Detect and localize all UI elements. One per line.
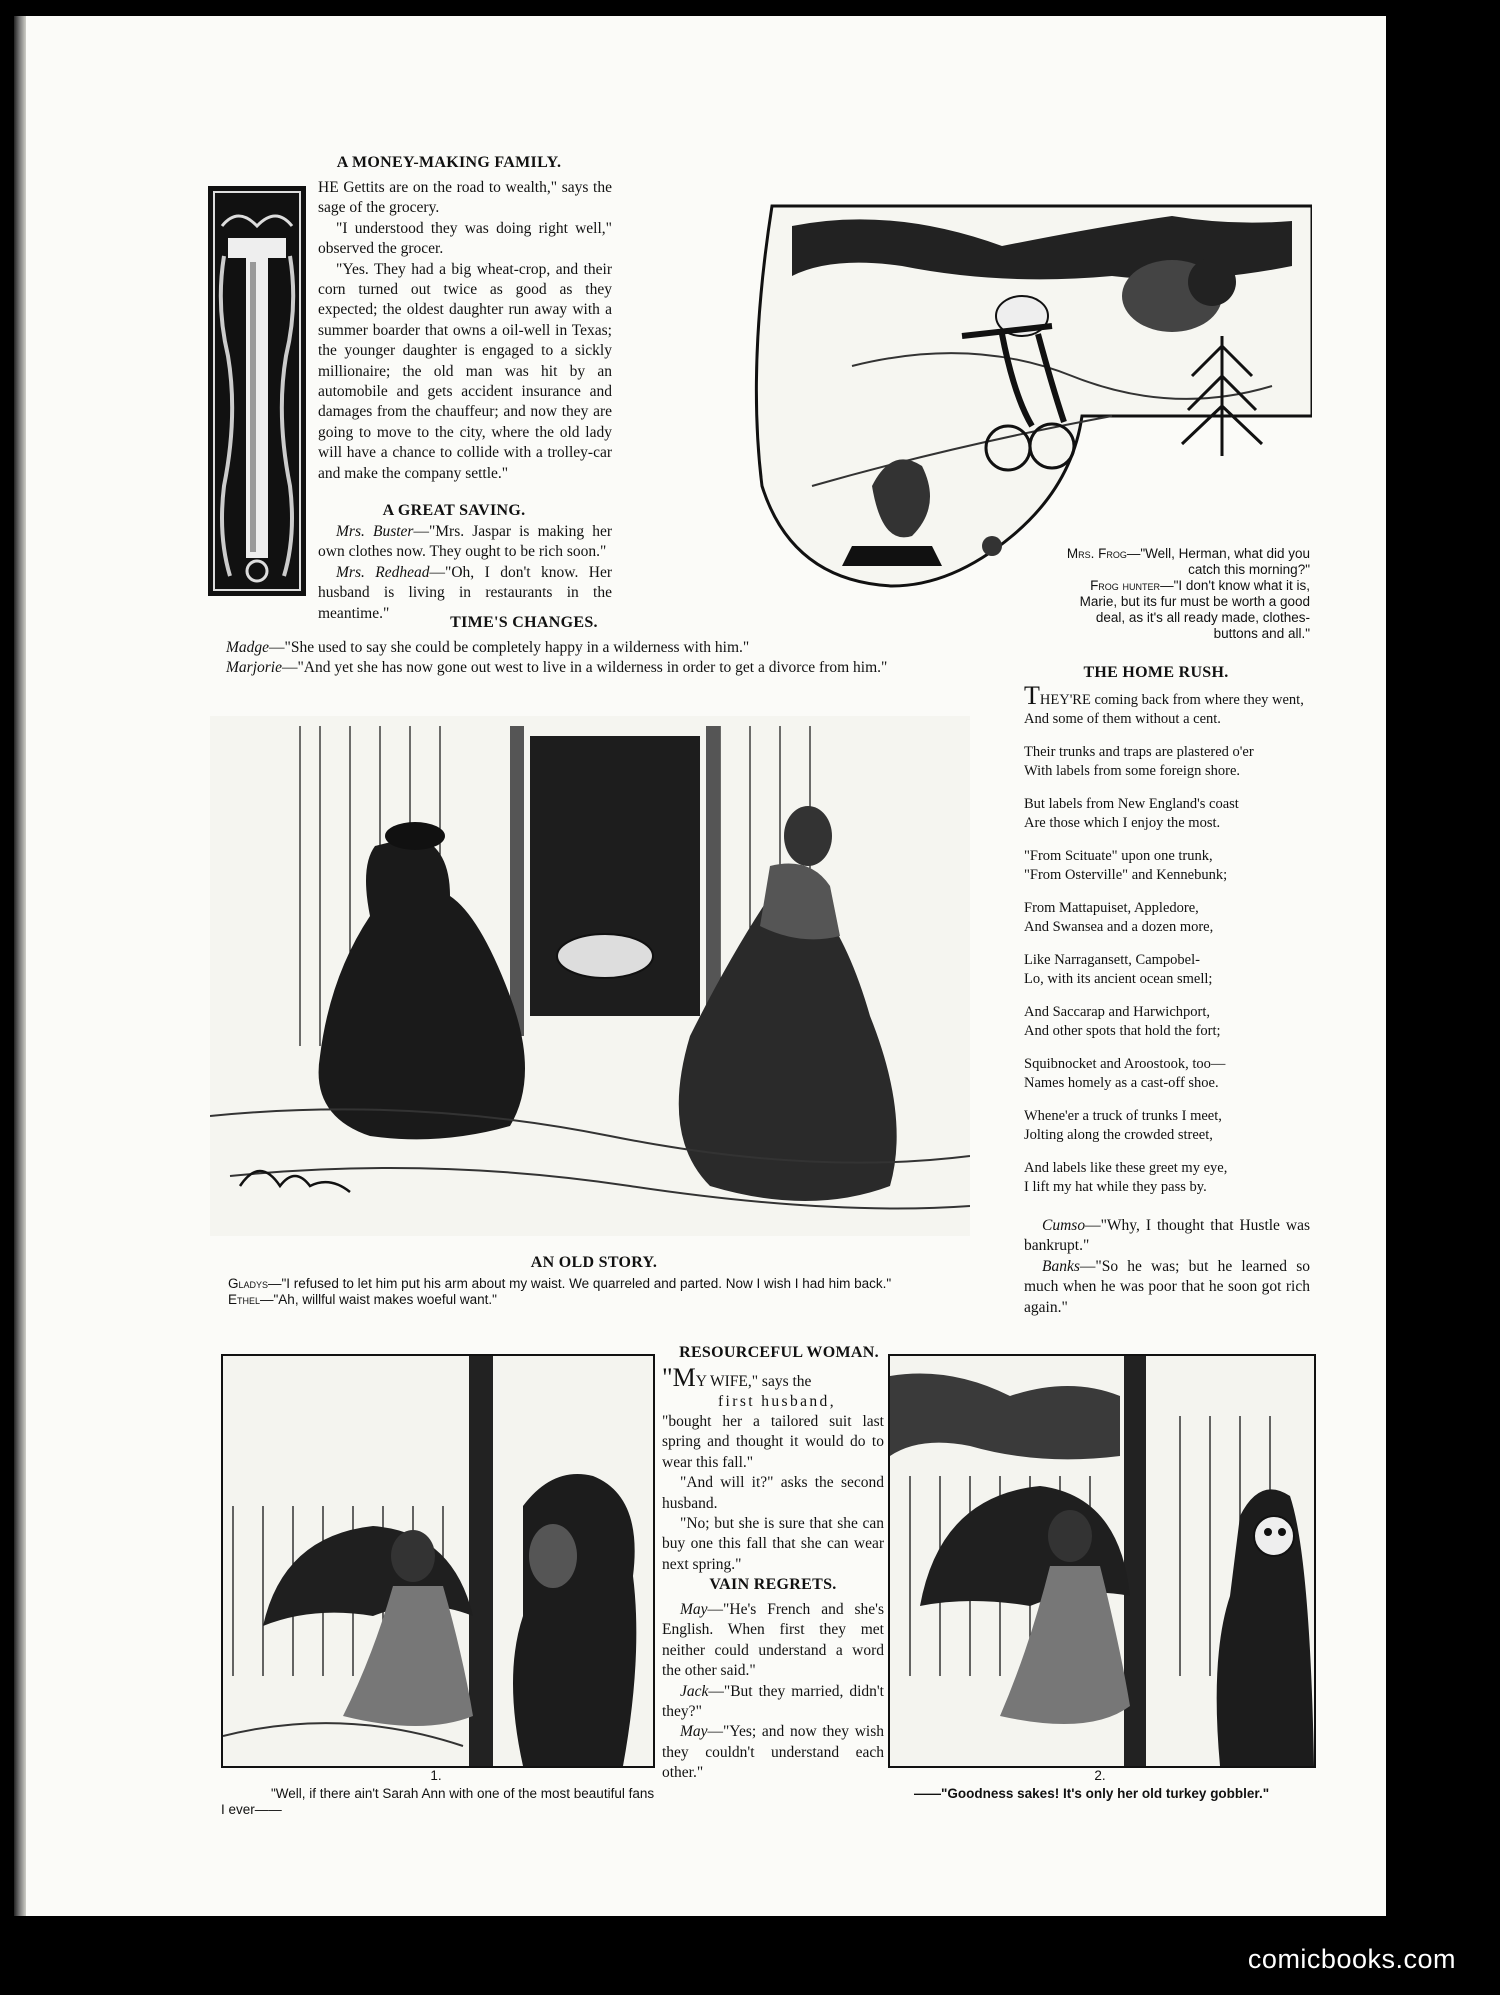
home-rush-stanza: And labels like these greet my eye, I lift my hat while they pass by. (1024, 1160, 1228, 1195)
old-story-speaker-2: Ethel (228, 1292, 261, 1307)
resourceful-first-rest: Y WIFE," says the (695, 1373, 812, 1390)
home-rush-title: THE HOME RUSH. (1083, 664, 1229, 681)
frog-line-2: —"I don't know what it is, Marie, but its fur must be worth a good deal, as it's all ready made, clothes-buttons and all." (1079, 578, 1310, 641)
times-changes-line-1: —"She used to say she could be completely happy in a wilderness with him." (269, 639, 750, 656)
great-saving-speaker-2: Mrs. Redhead (336, 563, 430, 581)
home-rush-first-line-2: And some of them without a cent. (1024, 711, 1221, 727)
panel-1-illustration (221, 1354, 655, 1768)
panel-1-number: 1. (430, 1768, 442, 1783)
vain-regrets-speaker-1: May (680, 1601, 708, 1618)
home-rush-stanza: Squibnocket and Aroostook, too— Names homely as a cast-off shoe. (1024, 1056, 1226, 1091)
resourceful-title: RESOURCEFUL WOMAN. (679, 1344, 879, 1361)
hustle-text (1024, 1216, 1310, 1318)
vain-regrets-text (662, 1600, 884, 1784)
hustle-speaker-2: Banks (1042, 1257, 1080, 1275)
panel-2-illustration (888, 1354, 1316, 1768)
old-story-speaker-1: Gladys (228, 1276, 269, 1291)
home-rush-stanza: Their trunks and traps are plastered o'er With labels from some foreign shore. (1024, 744, 1254, 779)
panel-2-number: 2. (1094, 1768, 1106, 1783)
hustle-line-1: —"Why, I thought that Hustle was bankrupt." (1024, 1217, 1310, 1255)
old-story-line-1: —"I refused to let him put his arm about my waist. We quarreled and parted. Now I wish I had him back." (268, 1276, 892, 1291)
times-changes-text (208, 638, 1008, 679)
vain-regrets-title: VAIN REGRETS. (709, 1576, 837, 1593)
home-rush-stanza: From Mattapuiset, Appledore, And Swansea and a dozen more, (1024, 900, 1214, 935)
home-rush-first-rest: HEY'RE coming back from where they went, (1039, 692, 1304, 708)
home-rush-stanza: And Saccarap and Harwichport, And other spots that hold the fort; (1024, 1004, 1221, 1039)
resourceful-p1: "bought her a tailored suit last spring and thought it would do to wear this fall." (662, 1413, 884, 1471)
frog-speaker-2: Frog hunter (1090, 578, 1161, 593)
money-family-title: A MONEY-MAKING FAMILY. (336, 154, 562, 171)
great-saving-text (318, 522, 612, 624)
home-rush-stanza: Whene'er a truck of trunks I meet, Jolting along the crowded street, (1024, 1108, 1222, 1143)
home-rush-stanza: Like Narragansett, Campobel- Lo, with its ancient ocean smell; (1024, 952, 1213, 987)
frog-line-1: —"Well, Herman, what did you catch this morning?" (1126, 546, 1310, 577)
vain-regrets-line-1: —"He's French and she's English. When first they met neither could understand a word the other said." (662, 1601, 884, 1680)
home-rush-stanza: "From Scituate" upon one trunk, "From Osterville" and Kennebunk; (1024, 848, 1228, 883)
resourceful-p3: "No; but she is sure that she can buy one this fall that she can wear next spring." (662, 1515, 884, 1573)
frog-caption (1054, 546, 1310, 642)
panel-2-caption: ——"Goodness sakes! It's only her old turkey gobbler." (914, 1786, 1270, 1801)
great-saving-line-2: —"Oh, I don't know. Her husband is living in restaurants in the meantime." (318, 563, 612, 622)
panel-1-caption: "Well, if there ain't Sarah Ann with one of the most beautiful fans I ever—— (221, 1786, 655, 1817)
money-family-p2: "I understood they was doing right well," observed the grocer. (318, 219, 612, 258)
resourceful-open-quote: " (662, 1363, 673, 1392)
old-story-title: AN OLD STORY. (530, 1254, 658, 1271)
frog-hunter-illustration (752, 186, 1312, 592)
home-rush-first-letter: T (1024, 681, 1040, 710)
vain-regrets-line-3: —"Yes; and now they wish they couldn't understand each other." (662, 1723, 884, 1782)
old-story-illustration (210, 716, 970, 1236)
vain-regrets-speaker-3: May (680, 1723, 708, 1741)
vain-regrets-line-2: —"But they married, didn't they?" (662, 1682, 884, 1721)
home-rush-poem (1024, 681, 1310, 1211)
magazine-page (14, 16, 1386, 1916)
great-saving-speaker-1: Mrs. Buster (336, 523, 414, 540)
resourceful-first-letter: M (672, 1363, 696, 1392)
money-family-text (318, 178, 612, 484)
money-family-p1: HE Gettits are on the road to wealth," says the sage of the grocery. (318, 179, 612, 217)
great-saving-title: A GREAT SAVING. (382, 502, 526, 519)
hustle-line-2: —"So he was; but he learned so much when he was poor that he soon got rich again." (1024, 1257, 1310, 1316)
resourceful-p2: "And will it?" asks the second husband. (662, 1474, 884, 1512)
resourceful-text (662, 1363, 884, 1575)
great-saving-line-1: —"Mrs. Jaspar is making her own clothes now. They ought to be rich soon." (318, 523, 612, 561)
hustle-speaker-1: Cumso (1042, 1217, 1086, 1234)
times-changes-speaker-1: Madge (226, 639, 270, 656)
home-rush-stanza: But labels from New England's coast Are those which I enjoy the most. (1024, 796, 1239, 831)
decorative-dropcap-t (208, 186, 306, 596)
times-changes-speaker-2: Marjorie (226, 659, 282, 677)
vain-regrets-speaker-2: Jack (680, 1682, 709, 1700)
frog-speaker-1: Mrs. Frog (1066, 546, 1127, 561)
site-watermark: comicbooks.com (1247, 1944, 1456, 1974)
page-binding-shadow (14, 16, 26, 1916)
money-family-p3: "Yes. They had a big wheat-crop, and their corn turned out twice as good as they expected; the oldest daughter run away with a summer boarder that owns a oil-well in Texas; the younger daughter is engaged to a sickly millionaire; the old man was hit by an automobile and gets accident insurance and damages from the chauffeur; and now they are going to move to the city, where the old lady will have a chance to collide with a trolley-car and make the company settle." (318, 260, 612, 482)
old-story-caption (210, 1276, 1030, 1308)
old-story-line-2: —"Ah, willful waist makes woeful want." (260, 1292, 497, 1307)
resourceful-first-line-2: first husband, (718, 1393, 836, 1410)
times-changes-title: TIME'S CHANGES. (450, 614, 598, 631)
times-changes-line-2: —"And yet she has now gone out west to live in a wilderness in order to get a divorce from him." (281, 659, 888, 677)
